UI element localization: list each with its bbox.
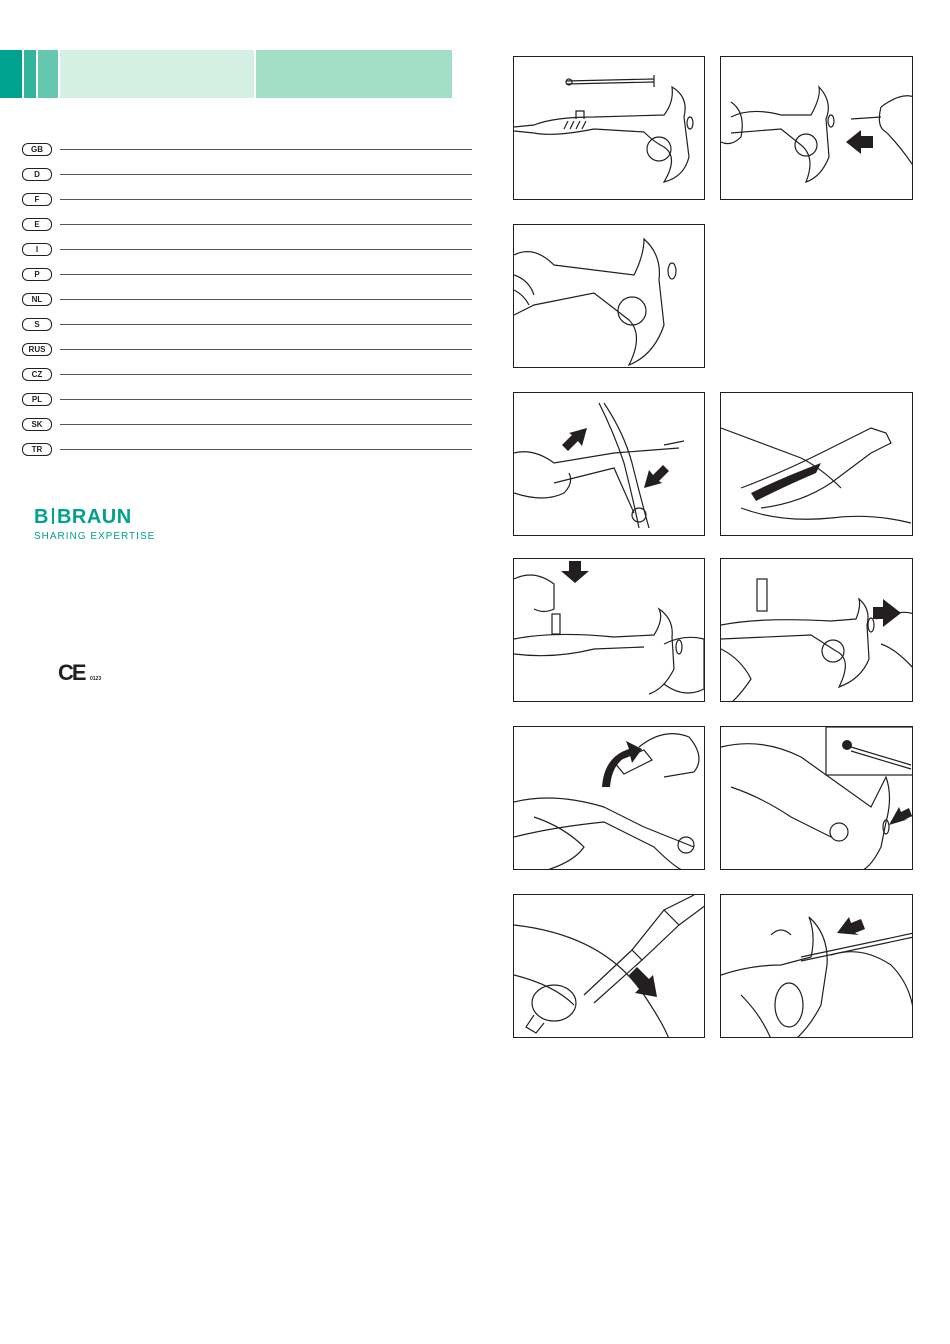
header-block-dark <box>0 50 22 98</box>
arrow-down-icon <box>561 561 589 583</box>
arrow-icon <box>889 807 912 825</box>
step-2-insert-rod <box>720 56 913 200</box>
language-line <box>60 224 472 225</box>
language-line <box>60 399 472 400</box>
language-badge-s[interactable]: S <box>22 318 52 331</box>
language-badge-d[interactable]: D <box>22 168 52 181</box>
step-6-insert-cartridge <box>513 558 705 702</box>
step-7-pull-plunger <box>720 558 913 702</box>
language-line <box>60 349 472 350</box>
step-4-squeeze-handles <box>513 392 705 536</box>
language-line <box>60 174 472 175</box>
language-badge-tr[interactable]: TR <box>22 443 52 456</box>
brand-name <box>34 506 155 529</box>
step-9-push-plunger-detail <box>720 726 913 870</box>
header-block-mid <box>24 50 36 98</box>
hand-icon <box>514 225 705 368</box>
brand-tagline: SHARING EXPERTISE <box>34 531 156 542</box>
ce-notified-body-number: 0123 <box>90 676 102 682</box>
brand-part-2: BRAUN <box>56 506 132 528</box>
language-line <box>60 249 472 250</box>
step-1-assembled-device-with-rod <box>513 56 705 200</box>
arrow-down-left-icon <box>837 917 865 935</box>
header-block-tint <box>256 50 452 98</box>
step-11-eject-rod <box>720 894 913 1038</box>
language-line <box>60 149 472 150</box>
language-badge-gb[interactable]: GB <box>22 143 52 156</box>
bbraun-logo <box>34 506 155 542</box>
language-line <box>60 199 472 200</box>
language-line <box>60 324 472 325</box>
ce-logo: CE <box>58 660 85 685</box>
language-badge-e[interactable]: E <box>22 218 52 231</box>
language-badge-i[interactable]: I <box>22 243 52 256</box>
language-badge-p[interactable]: P <box>22 268 52 281</box>
step-3-hold-device <box>513 224 705 368</box>
language-badge-pl[interactable]: PL <box>22 393 52 406</box>
language-badge-rus[interactable]: RUS <box>22 343 52 356</box>
header-block-mid2 <box>38 50 58 98</box>
brand-part-1: B <box>34 506 49 528</box>
language-badge-f[interactable]: F <box>22 193 52 206</box>
arrow-icon <box>644 465 669 488</box>
language-badge-sk[interactable]: SK <box>22 418 52 431</box>
language-line <box>60 299 472 300</box>
step-5-grip-handle <box>720 392 913 536</box>
curved-arrow-icon <box>602 741 642 787</box>
language-line <box>60 449 472 450</box>
language-line <box>60 424 472 425</box>
language-line <box>60 374 472 375</box>
language-badge-nl[interactable]: NL <box>22 293 52 306</box>
arrow-down-right-icon <box>629 967 657 997</box>
language-badge-cz[interactable]: CZ <box>22 368 52 381</box>
arrow-left-icon <box>846 130 873 154</box>
language-line <box>60 274 472 275</box>
instrument-icon <box>514 57 705 200</box>
ce-mark <box>58 660 102 686</box>
step-10-apply-to-sphere <box>513 894 705 1038</box>
header-block-light <box>60 50 254 98</box>
arrow-icon <box>562 428 587 451</box>
arrow-right-icon <box>873 599 901 627</box>
hand-icon <box>721 393 913 536</box>
step-8-remove-cap <box>513 726 705 870</box>
brand-separator <box>52 508 54 524</box>
header-color-bar <box>0 50 452 98</box>
